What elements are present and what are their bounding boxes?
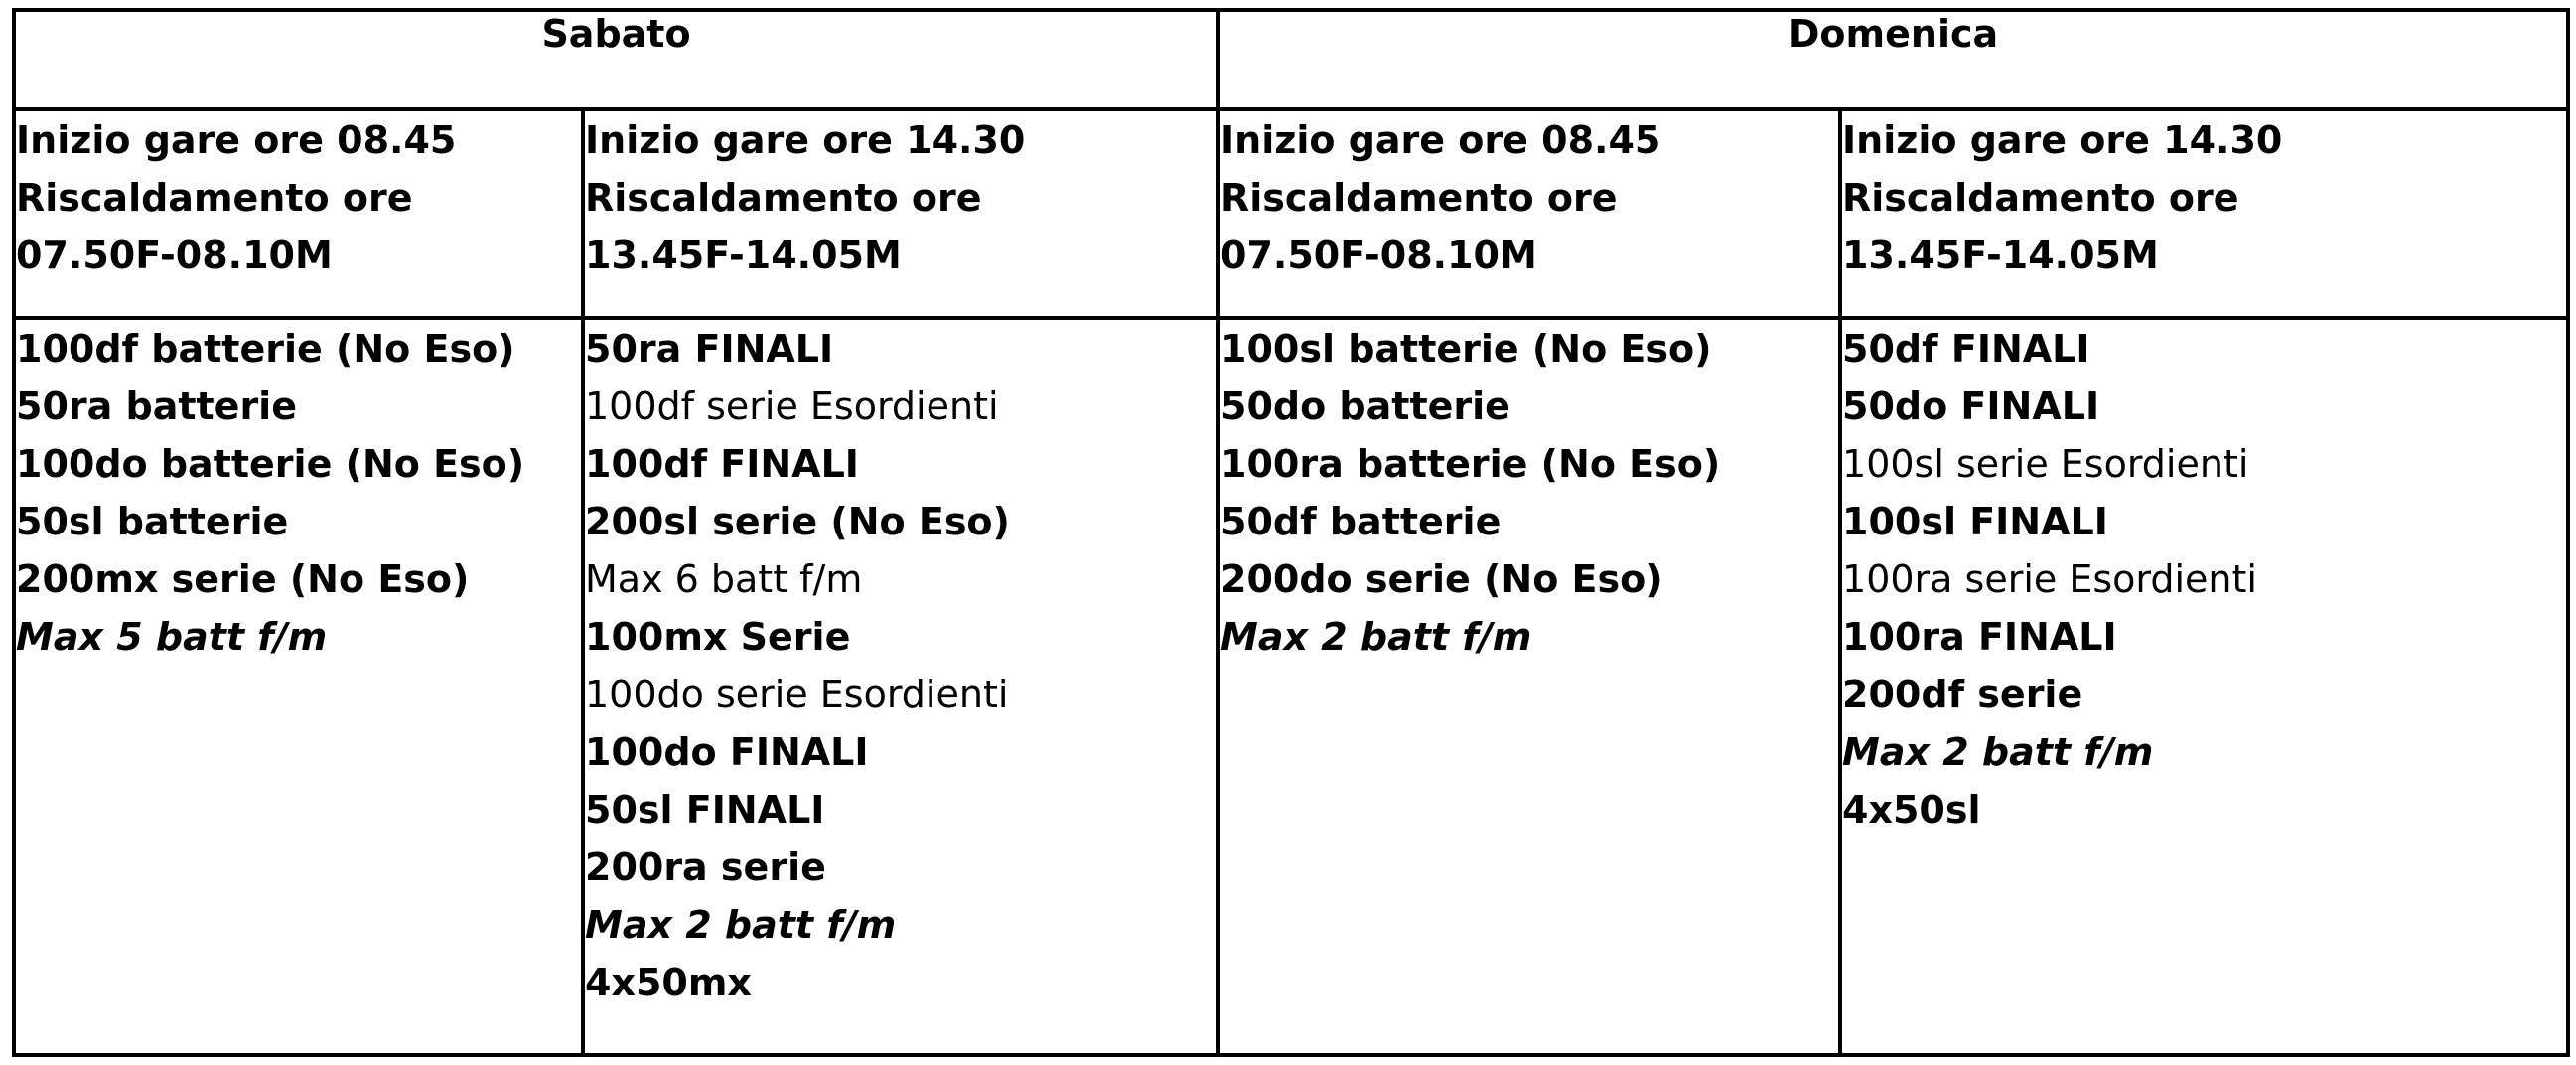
event-list-sun-morning	[1218, 318, 1840, 1055]
event-item: Max 2 batt f/m	[1220, 615, 1532, 659]
event-item: 200ra serie	[585, 845, 826, 889]
event-item: 100df serie Esordienti	[585, 384, 999, 428]
event-item: 100ra batterie (No Eso)	[1220, 442, 1721, 486]
session-start-time: Inizio gare ore 14.30	[585, 118, 1026, 162]
event-item: 100mx Serie	[585, 615, 851, 659]
session-warmup-label: Riscaldamento ore	[16, 176, 413, 220]
event-list-sun-afternoon	[1840, 318, 2568, 1055]
event-list-sat-morning	[14, 318, 583, 1055]
session-warmup-time: 07.50F-08.10M	[16, 233, 333, 277]
event-item: 100sl serie Esordienti	[1842, 442, 2249, 486]
session-start-time: Inizio gare ore 08.45	[16, 118, 457, 162]
session-warmup-label: Riscaldamento ore	[585, 176, 982, 220]
session-header-sat-afternoon	[583, 109, 1218, 318]
event-item: 50df FINALI	[1842, 327, 2090, 371]
event-item: 100do FINALI	[585, 730, 869, 774]
event-item: Max 5 batt f/m	[16, 615, 328, 659]
event-item: 200df serie	[1842, 673, 2083, 716]
session-header-sat-morning	[14, 109, 583, 318]
session-warmup-label: Riscaldamento ore	[1842, 176, 2239, 220]
event-item: Max 2 batt f/m	[585, 903, 897, 947]
event-item: 50do batterie	[1220, 384, 1510, 428]
session-warmup-time: 07.50F-08.10M	[1220, 233, 1537, 277]
event-item: 100ra FINALI	[1842, 615, 2117, 659]
event-item: 50ra FINALI	[585, 327, 834, 371]
session-header-row	[14, 109, 2568, 318]
event-item: 100sl batterie (No Eso)	[1220, 327, 1712, 371]
session-warmup-time: 13.45F-14.05M	[1842, 233, 2159, 277]
event-item: 100sl FINALI	[1842, 500, 2108, 543]
event-list-sat-afternoon	[583, 318, 1218, 1055]
event-item: Max 6 batt f/m	[585, 557, 863, 601]
session-warmup-label: Riscaldamento ore	[1220, 176, 1618, 220]
event-item: 4x50mx	[585, 961, 752, 1004]
event-item: 50df batterie	[1220, 500, 1502, 543]
event-item: 50ra batterie	[16, 384, 297, 428]
event-item: 50do FINALI	[1842, 384, 2100, 428]
session-warmup-time: 13.45F-14.05M	[585, 233, 902, 277]
session-start-time: Inizio gare ore 08.45	[1220, 118, 1661, 162]
event-item: 100df batterie (No Eso)	[16, 327, 515, 371]
event-item: 100df FINALI	[585, 442, 859, 486]
event-item: 50sl FINALI	[585, 788, 825, 832]
event-item: 200mx serie (No Eso)	[16, 557, 470, 601]
event-item: 100do serie Esordienti	[585, 673, 1009, 716]
event-item: Max 2 batt f/m	[1842, 730, 2154, 774]
schedule-table	[12, 8, 2570, 1057]
day-header-saturday: Sabato	[14, 10, 1218, 109]
cropped-text-line	[60, 0, 2522, 6]
session-header-sun-morning	[1218, 109, 1840, 318]
day-header-row	[14, 10, 2568, 109]
session-header-sun-afternoon	[1840, 109, 2568, 318]
event-item: 4x50sl	[1842, 788, 1981, 832]
event-item: 200do serie (No Eso)	[1220, 557, 1663, 601]
event-item: 100ra serie Esordienti	[1842, 557, 2257, 601]
session-start-time: Inizio gare ore 14.30	[1842, 118, 2283, 162]
event-item: 100do batterie (No Eso)	[16, 442, 525, 486]
day-header-sunday: Domenica	[1218, 10, 2568, 109]
event-item: 50sl batterie	[16, 500, 289, 543]
events-row	[14, 318, 2568, 1055]
event-item: 200sl serie (No Eso)	[585, 500, 1010, 543]
